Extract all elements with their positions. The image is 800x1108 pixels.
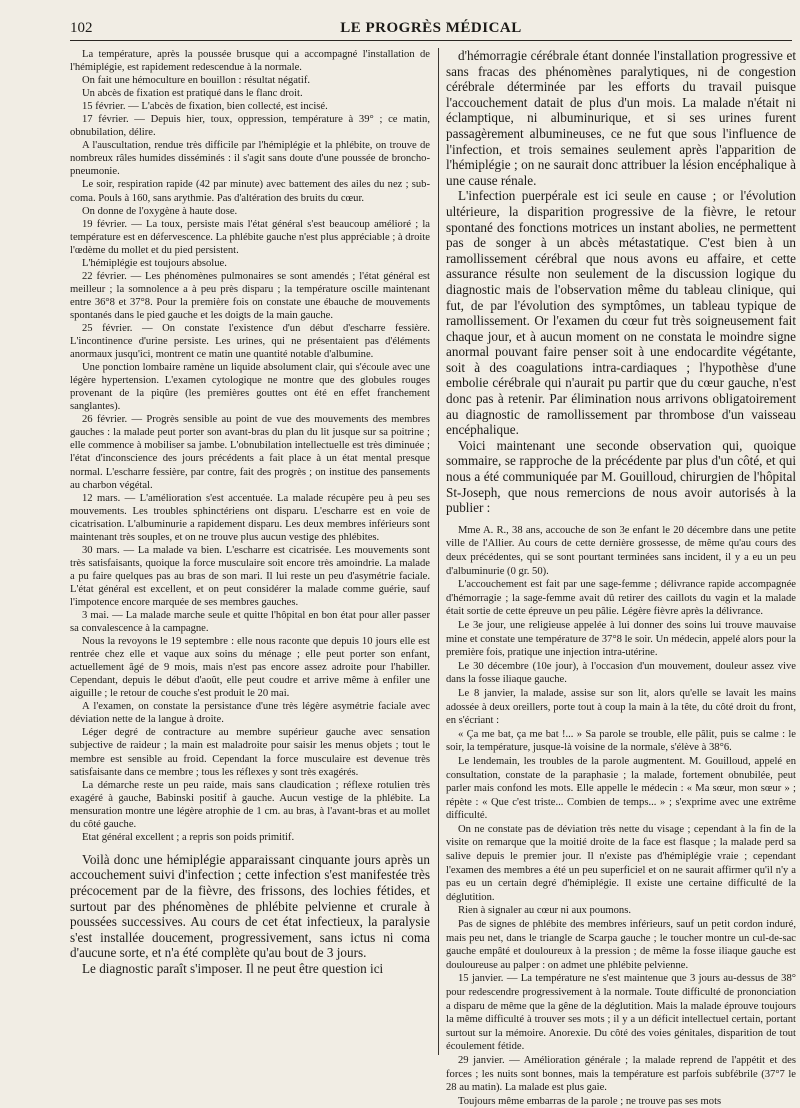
paragraph: Le 3e jour, une religieuse appelée à lui donner des soins lui trouve mauvaise mine et constate une température de 37°8 le soir. Un médecin, appelé alors pour la première fois, pratique une injection intra-utérine. <box>446 619 796 659</box>
column-divider <box>438 48 439 1055</box>
discussion-continued-block <box>446 48 796 516</box>
paragraph: Le soir, respiration rapide (42 par minute) avec battement des ailes du nez ; sub-coma. Pouls à 160, sans arythmie. Pas d'altération des bruits du cœur. <box>70 179 430 204</box>
paragraph: 15 février. — L'abcès de fixation, bien collecté, est incisé. <box>82 101 328 113</box>
paragraph: 15 janvier. — La température ne s'est maintenue que 3 jours au-dessus de 38° pour redescendre progressivement à la normale. Toute difficulté de prononciation a disparu de même que la gêne de la déglutition. Mais la malade éprouve toujours la même difficulté à trouver ses mots ; il y a un déficit intellectuel certain, portant surtout sur la mémoire. Anorexie. Du côté des voies génitales, disparition de tout écoulement fétide. <box>446 973 796 1053</box>
paragraph: Une ponction lombaire ramène un liquide absolument clair, qui s'écoule avec une légère hypertension. L'examen cytologique ne montre que des globules rouges provenant de la piqûre (les premières gouttes ont été en effet franchement sanglantes). <box>70 362 430 413</box>
left-column <box>70 48 430 1059</box>
paragraph: A l'examen, on constate la persistance d'une très légère asymétrie faciale avec déviation nette de la langue à droite. <box>70 701 430 726</box>
paragraph: 17 février. — Depuis hier, toux, oppression, température à 39° ; ce matin, obnubilation, délire. <box>70 114 430 139</box>
paragraph: 26 février. — Progrès sensible au point de vue des mouvements des membres gauches : la malade peut porter son avant-bras du plan du lit jusque sur sa poitrine ; elle commence à mobiliser sa jambe. L'obnubilation intellectuelle est très diminuée ; l'état d'inconscience des jours précédents a fait place à un état mental presque normal. L'escharre fessière, par contre, fait des progrès ; on institue des pansements au charbon végétal. <box>70 414 430 491</box>
paragraph: 19 février. — La toux, persiste mais l'état général s'est beaucoup amélioré ; la température est en défervescence. La phlébite gauche n'est plus appréciable ; à droite l'œdème du mollet et du pied persistent. <box>70 218 430 256</box>
paragraph: 12 mars. — L'amélioration s'est accentuée. La malade récupère peu à peu ses mouvements. Les troubles sphinctériens ont disparu. L'escharre est en voie de cicatrisation. L'albuminurie a rapidement disparu. Les deux membres inférieurs sont maintenant très souples, et on ne trouve plus aucun vestige des phlébites. <box>70 492 430 543</box>
paragraph: On fait une hémoculture en bouillon : résultat négatif. <box>82 75 310 87</box>
paragraph: L'accouchement est fait par une sage-femme ; délivrance rapide accompagnée d'hémorragie ; la sage-femme avait dû retirer des caillots du vagin et la malade était sortie de cette épreuve un peu pâlie. Légère fièvre après la délivrance. <box>446 579 796 618</box>
paragraph: Etat général excellent ; a repris son poids primitif. <box>82 831 295 843</box>
page-header <box>70 18 792 41</box>
paragraph: On ne constate pas de déviation très nette du visage ; cependant à la fin de la visite on remarque que la moitié droite de la face est flasque ; la malade perd sa salive depuis le premier jour. Il n'existe pas d'hémiplégie vraie ; cependant l'examen des membres a été un peu superficiel et on ne saurait affirmer qu'il n'y a pas eu un certain degré d'hémiplégie. Il existe une certaine difficulté de la déglutition. <box>446 823 796 903</box>
discussion-block <box>70 852 430 977</box>
spacer <box>446 516 796 524</box>
right-column <box>446 48 796 1107</box>
paragraph: 3 mai. — La malade marche seule et quitte l'hôpital en bon état pour aller passer sa convalescence à la campagne. <box>70 610 430 635</box>
paragraph: La température, après la poussée brusque qui a accompagné l'installation de l'hémiplégie, est rapidement redescendue à la normale. <box>70 49 430 74</box>
spacer <box>70 844 430 852</box>
running-title: LE PROGRÈS MÉDICAL <box>340 20 522 36</box>
paragraph: Voilà donc une hémiplégie apparaissant cinquante jours après un accouchement suivi d'infection ; cette infection s'est manifestée très précocement par de la fièvre, des frissons, des lochies fétides, et surtout par des phénomènes de phlébite pelvienne et crurale à poussées successives. Au cours de cet état infectieux, la paralysie s'est installée doucement, progressivement, sans ictus ni coma d'aucune sorte, et n'a été complète qu'au bout de 3 jours. <box>70 851 430 961</box>
paragraph: A l'auscultation, rendue très difficile par l'hémiplégie et la phlébite, on trouve de nombreux râles humides disséminés : il s'agit sans doute d'une poussée de broncho-pneumonie. <box>70 140 430 178</box>
paragraph: 25 février. — On constate l'existence d'un début d'escharre fessière. L'incontinence d'urine persiste. Les urines, qui ne présentaient pas d'éléments anormaux jusqu'ici, montrent ce matin une quantité notable d'albumine. <box>70 322 430 361</box>
page-number: 102 <box>70 20 93 36</box>
paragraph: d'hémorragie cérébrale étant donnée l'installation progressive et sans fracas des phénomènes paralytiques, ni de congestion cérébrale déterminée par les efforts du travail puisque l'accouchement datait de plus d'un mois. La malade n'était ni éclamptique, ni albuminurique, et si ses urines furent passagèrement albumineuses, ce ne fut que sous l'influence de l'infection, et trois semaines seulement après l'apparition de l'hémiplégie ; on ne saurait donc attribuer la lésion encéphalique à une cause rénale. <box>446 48 796 188</box>
paragraph: La démarche reste un peu raide, mais sans claudication ; réflexe rotulien très exagéré à gauche, Babinski positif à gauche. Aucun vestige de la phlébite. La mensuration montre une légère atrophie de 1 cm. au bras, à l'avant-bras et au mollet du côté gauche. <box>70 779 430 830</box>
paragraph: Mme A. R., 38 ans, accouche de son 3e enfant le 20 décembre dans une petite ville de l'Allier. Au cours de cette dernière grossesse, de même qu'au cours des deux précédentes, qui se sont pourtant terminées sans incident, il y a eu un peu d'albuminurie (0 gr. 50). <box>446 524 796 577</box>
paragraph: Le diagnostic paraît s'imposer. Il ne peut être question ici <box>82 961 384 977</box>
paragraph: L'infection puerpérale est ici seule en cause ; or l'évolution ultérieure, la disparition progressive de la fièvre, le retour spontané des fonctions motrices un instant abolies, ne permettent pas de songer à un abcès métastatique. C'est bien à un ramollissement cérébral que nous avons eu affaire, et cette assurance résulte non seulement de la discussion logique du diagnostic mais de l'observation même du tableau clinique, qui fut, de par l'évolution des symptômes, un tableau typique de ramollissement. Or l'examen du cœur fut très soigneusement fait chaque jour, et à aucun moment on ne constata le moindre signe anormal pouvant faire penser soit à une endocardite végétante, soit à des coagulations intra-cardiaques ; l'hypothèse d'une embolie cérébrale qui n'aurait pu partir que du cœur gauche, n'est donc pas à retenir. Par élimination nous arrivons obligatoirement au diagnostic de ramollissement par thrombose d'un vaisseau encéphalique. <box>446 188 796 438</box>
paragraph: Nous la revoyons le 19 septembre : elle nous raconte que depuis 10 jours elle est rentrée chez elle et vaque aux soins du ménage ; elle peut porter son enfant, actuellement âgé de 9 mois, mais n'est pas encore assez adroite pour l'habiller. Cependant, depuis le début d'août, elle peut coudre et arrive même à enfiler une aiguille ; le retour de couche s'est produit le 20 mai. <box>70 636 430 700</box>
paragraph: 30 mars. — La malade va bien. L'escharre est cicatrisée. Les mouvements sont très satisfaisants, quoique la force musculaire soit encore très amoindrie. La malade a pu faire quelques pas au bras de son mari. Il lui reste un peu d'asymétrie faciale. L'état général est excellent, et on peut considérer la malade comme guérie, sauf l'impotence encore marquée de ses membres gauches. <box>70 544 430 608</box>
paragraph: Le lendemain, les troubles de la parole augmentent. M. Gouilloud, appelé en consultation, constate de la paraphasie ; la malade, fortement obnubilée, peut parler mais confond les mots. Elle appelle le médecin : « Ma sœur, mon sœur » ; répète : « Que c'est triste... Combien de temps... » ; s'exprime avec une extrême difficulté. <box>446 755 796 822</box>
second-observation-block <box>446 524 796 1108</box>
paragraph: 29 janvier. — Amélioration générale ; la malade reprend de l'appétit et des forces ; les nuits sont bonnes, mais la température est parfois subfébrile (37°7 le 28 au matin). La malade est plus gaie. <box>446 1054 796 1094</box>
paragraph: 22 février. — Les phénomènes pulmonaires se sont amendés ; l'état général est meilleur ; la somnolence a à peu près disparu ; la température oscille maintenant entre 36°8 et 37°8. Pour la première fois on constate une ébauche de mouvements spontanés dans le pied gauche et les doigts de la main gauche. <box>70 270 430 321</box>
paragraph: « Ça me bat, ça me bat !... » Sa parole se trouble, elle pâlit, puis se calme : le soir, la température, jusque-là voisine de la normale, s'élève à 38°6. <box>446 728 796 754</box>
paragraph: L'hémiplégie est toujours absolue. <box>82 257 227 269</box>
paragraph: Voici maintenant une seconde observation qui, quoique sommaire, se rapproche de la précédente par plus d'un côté, et qui nous a été communiquée par M. Gouilloud, chirurgien de l'hôpital St-Joseph, que nous remercions de nous avoir autorisés à la publier : <box>446 437 796 516</box>
paragraph: Le 30 décembre (10e jour), à l'occasion d'un mouvement, douleur assez vive dans la fosse iliaque gauche. <box>446 660 796 686</box>
paragraph: Le 8 janvier, la malade, assise sur son lit, alors qu'elle se lavait les mains adossée à deux oreillers, porte tout à coup la main à la tête, du côté droit du front, en s'écriant : <box>446 687 796 727</box>
paragraph: Léger degré de contracture au membre supérieur gauche avec sensation subjective de raideur ; la main est maladroite pour saisir les menus objets ; tout le membre est sensible au froid. Cependant la force musculaire est devenue très satisfaisante dans ce membre ; tous les réflexes y sont très exagérés. <box>70 727 430 778</box>
paragraph: Pas de signes de phlébite des membres inférieurs, sauf un petit cordon induré, mais peu net, dans le triangle de Scarpa gauche ; le toucher montre un cul-de-sac gauche empâté et douloureux à la pression ; de même la fosse iliaque gauche est douloureuse au palper : on admet une phlébite pelvienne. <box>446 919 796 971</box>
case-notes-block <box>70 48 430 844</box>
paragraph: On donne de l'oxygène à haute dose. <box>82 205 238 217</box>
paragraph: Un abcès de fixation est pratiqué dans le flanc droit. <box>82 88 303 100</box>
paragraph: Rien à signaler au cœur ni aux poumons. <box>458 905 631 917</box>
paragraph: Toujours même embarras de la parole ; ne trouve pas ses mots <box>458 1095 722 1107</box>
